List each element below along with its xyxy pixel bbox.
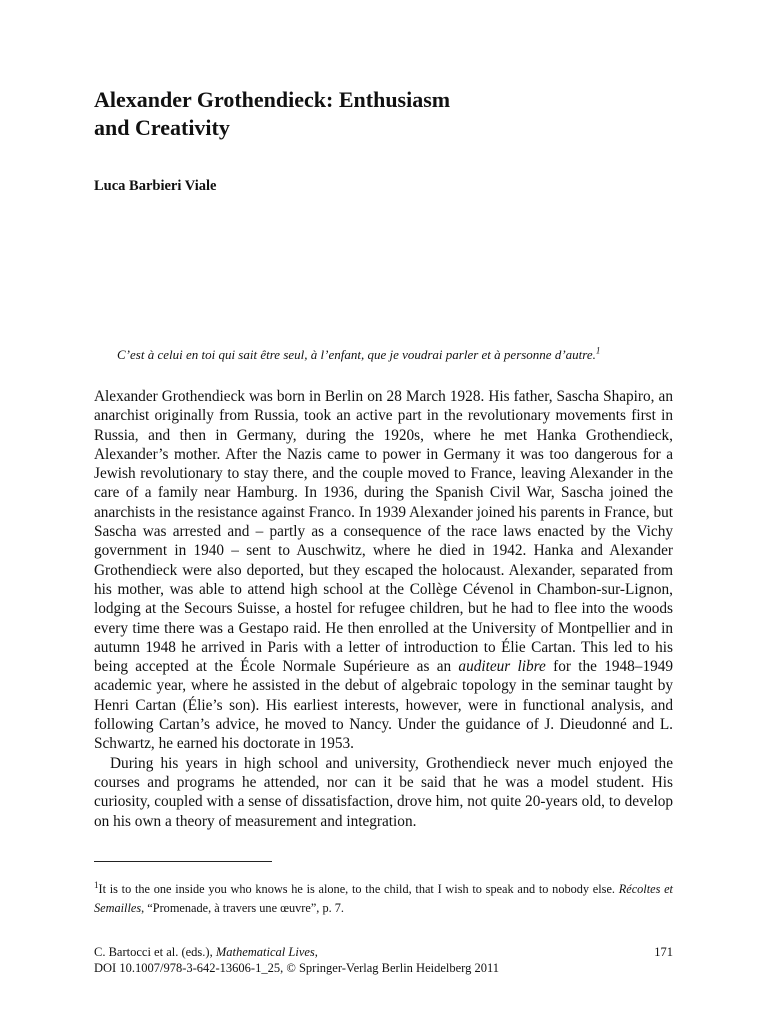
paragraph-1-part-1: Alexander Grothendieck was born in Berlin on 28 March 1928. His father, Sascha Shapiro, an anarchist originally from Russia, took an active part in the revolutionary movements first in Russia, and then in Germany, during the 1920s, where he met Hanka Grothendieck, Alexander’s mother. After the Nazis came to power in Germany it was too dangerous for a Jewish revolutionary to stay there, and the couple moved to France, leaving Alexander in the care of a family near Hamburg. In 1936, during the Spanish Civil War, Sascha joined the anarchists in the resistance against Franco. In 1939 Alexander joined his parents in France, but Sascha was arrested and – partly as a consequence of the race laws enacted by the Vichy government in 1940 – sent to Auschwitz, where he died in 1942. Hanka and Alexander Grothendieck were also deported, but they escaped the holocaust. Alexander, separated from his mother, was able to attend high school at the Collège Cévenol in Chambon-sur-Lignon, lodging at the Secours Suisse, a hostel for refugee children, but he had to flee into the woods every time there was a Gestapo raid. He then enrolled at the University of Montpellier and in autumn 1948 he arrived in Paris with a letter of introduction to Élie Cartan. This led to his being accepted at the École Normale Supérieure as an — [94, 388, 673, 676]
page-footer — [94, 944, 673, 976]
footnote-text: It is to the one inside you who knows he is alone, to the child, that I wish to speak and to nobody else. — [98, 882, 615, 896]
epigraph — [117, 346, 657, 363]
body-text — [94, 387, 673, 831]
footnote-source-title: Récoltes et Semailles — [94, 882, 673, 915]
paragraph-1 — [94, 387, 673, 754]
footer-editors: C. Bartocci et al. (eds.), — [94, 945, 213, 959]
epigraph-text: C’est à celui en toi qui sait être seul, à l’enfant, que je voudrai parler et à personne d’autre. — [117, 347, 596, 362]
footer-doi: DOI 10.1007/978-3-642-13606-1_25, © Springer-Verlag Berlin Heidelberg 2011 — [94, 961, 500, 975]
epigraph-footnote-ref: 1 — [595, 345, 601, 356]
author-name: Luca Barbieri Viale — [94, 178, 217, 194]
article-title — [94, 86, 673, 142]
title-line-1: Alexander Grothendieck: Enthusiasm — [94, 87, 451, 112]
paragraph-1-italic-term: auditeur libre — [458, 658, 546, 676]
footer-book-suffix: , — [314, 945, 318, 959]
paragraph-2: During his years in high school and university, Grothendieck never much enjoyed the courses and programs he attended, nor can it be said that he was a model student. His curiosity, coupled with a sense of dissatisfaction, drove him, not quite 20-years old, to develop on his own a theory of measurement and integration. — [94, 754, 673, 830]
footnote-divider — [94, 861, 272, 862]
paragraph-1-part-2: for the 1948–1949 academic year, where he assisted in the debut of algebraic topology in the seminar taught by Henri Cartan (Élie’s son). His earliest interests, however, were in functional analysis, and following Cartan’s advice, he moved to Nancy. Under the guidance of J. Dieudonné and L. Schwartz, he earned his doctorate in 1953. — [94, 658, 674, 753]
footnote-source-detail: , “Promenade, à travers une œuvre”, p. 7. — [141, 901, 344, 915]
footer-book-title: Mathematical Lives — [215, 945, 315, 959]
page-number: 171 — [654, 945, 673, 959]
footnote — [94, 880, 673, 918]
footnote-number: 1 — [94, 879, 99, 890]
footer-citation — [94, 944, 673, 960]
title-line-2: and Creativity — [94, 115, 230, 140]
